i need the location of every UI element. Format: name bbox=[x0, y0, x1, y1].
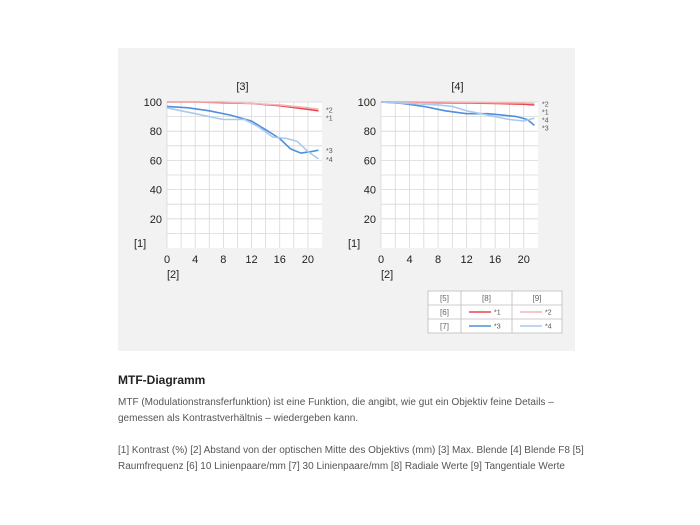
chart2-x-tick-label: 16 bbox=[489, 254, 502, 266]
chart1-title: [3] bbox=[236, 81, 249, 93]
chart1-x-tick-label: 16 bbox=[273, 254, 286, 266]
chart1-y-tick-label: 80 bbox=[149, 126, 162, 139]
legend-header-2: [8] bbox=[482, 294, 491, 303]
chart2-y-tick-label: 60 bbox=[363, 155, 376, 168]
legend-header-1: [5] bbox=[440, 294, 449, 303]
chart2-x-tick-label: 4 bbox=[406, 254, 413, 266]
chart2-x-tick-label: 8 bbox=[435, 254, 442, 266]
chart1-y-axis-label: [1] bbox=[134, 238, 147, 250]
description-heading: MTF-Diagramm bbox=[118, 373, 206, 387]
chart2-x-axis-label: [2] bbox=[381, 269, 394, 281]
chart1-y-tick-label: 40 bbox=[149, 184, 162, 197]
legend-explanation: [1] Kontrast (%) [2] Abstand von der optischen Mitte des Objektivs (mm) [3] Max. Blende [4] Blende F8 [5] Raumfrequenz [6] 10 Linienpaare/mm [7] 30 Linienpaare/mm [8] Radiale Werte [9] Tangentiale Werte bbox=[118, 445, 584, 472]
chart2-x-tick-label: 0 bbox=[377, 254, 385, 266]
chart1-y-tick-label: 100 bbox=[143, 97, 162, 109]
chart1-series-end-label: *1 bbox=[326, 115, 333, 123]
legend-swatch-label: *4 bbox=[545, 323, 552, 331]
chart1-series-end-label: *2 bbox=[326, 107, 333, 115]
chart2-series-end-label: *2 bbox=[542, 101, 549, 109]
chart2-title: [4] bbox=[451, 81, 464, 93]
chart2-y-tick-label: 80 bbox=[363, 126, 376, 139]
legend-swatch-label: *1 bbox=[494, 309, 501, 317]
chart1-x-axis-label: [2] bbox=[167, 269, 180, 281]
chart2-series-end-label: *1 bbox=[542, 109, 549, 117]
chart1-x-tick-label: 20 bbox=[301, 254, 315, 266]
chart2-x-tick-label: 20 bbox=[517, 254, 530, 266]
chart1-x-tick-label: 4 bbox=[192, 254, 199, 266]
chart1-x-tick-label: 0 bbox=[163, 254, 171, 266]
chart2-x-tick-label: 12 bbox=[460, 254, 473, 266]
chart1-series-end-label: *3 bbox=[326, 148, 333, 156]
chart2-y-tick-label: 40 bbox=[363, 184, 376, 197]
chart2-y-axis-label: [1] bbox=[348, 238, 361, 250]
chart2-y-tick-label: 100 bbox=[357, 97, 376, 109]
legend-swatch-label: *3 bbox=[494, 323, 501, 331]
chart2-series-end-label: *4 bbox=[542, 117, 549, 125]
legend-header-3: [9] bbox=[532, 294, 542, 303]
chart1-series-end-label: *4 bbox=[326, 156, 333, 164]
legend-row-label: [6] bbox=[440, 308, 449, 317]
chart1-y-tick-label: 60 bbox=[149, 155, 162, 168]
legend-swatch-label: *2 bbox=[545, 309, 552, 317]
description-block bbox=[118, 373, 588, 475]
chart2-y-tick-label: 20 bbox=[363, 213, 376, 226]
chart1-x-tick-label: 12 bbox=[245, 254, 258, 266]
legend-row-label: [7] bbox=[440, 322, 449, 331]
chart1-x-tick-label: 8 bbox=[220, 254, 227, 266]
description-paragraph: MTF (Modulationstransferfunktion) ist eine Funktion, die angibt, wie gut ein Objektiv feine Details – gemessen als Kontrastverhältnis – wiedergeben kann. bbox=[118, 397, 554, 424]
chart1-y-tick-label: 20 bbox=[149, 213, 162, 226]
chart2-series-end-label: *3 bbox=[542, 125, 549, 133]
